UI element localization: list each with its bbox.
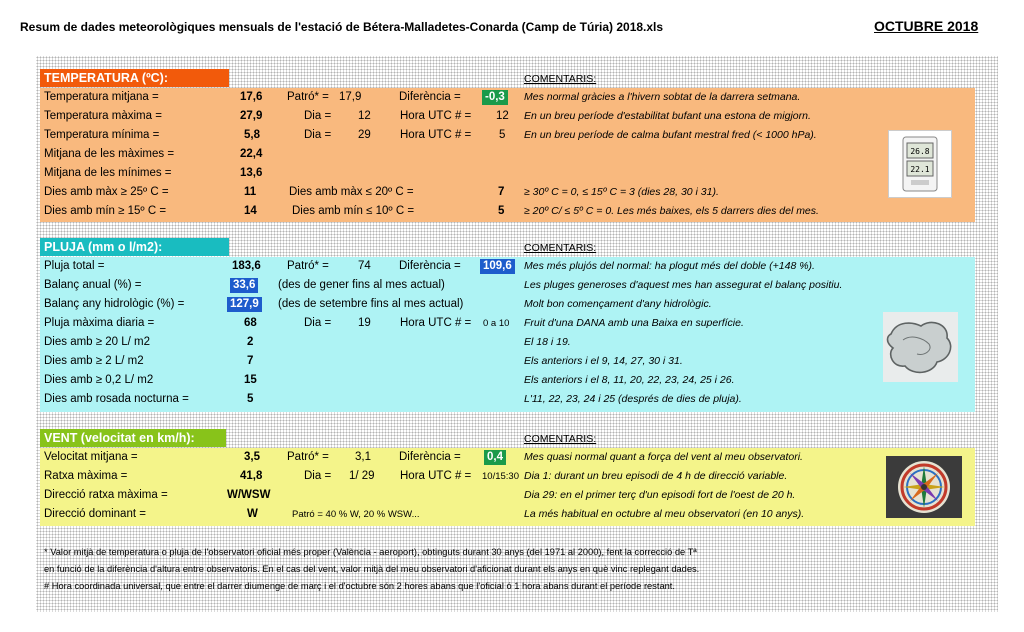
diferencia-value: -0,3 (482, 90, 508, 105)
thermometer-image (888, 130, 952, 198)
label: Dies amb mín ≥ 15º C = (44, 205, 167, 217)
dia-label: Dia = (304, 317, 332, 329)
label: Dies amb ≥ 20 L/ m2 (44, 336, 151, 348)
wind-mean-row (40, 448, 975, 467)
label: Velocitat mitjana = (44, 451, 138, 463)
temperature-days-max-row (40, 183, 975, 202)
comment: Molt bon començament d'any hidrològic. (524, 298, 712, 310)
diferencia-label: Diferència = (399, 451, 461, 463)
month-label: OCTUBRE 2018 (874, 18, 979, 34)
label: Dies amb rosada nocturna = (44, 393, 189, 405)
value: 68 (244, 317, 257, 329)
hora-label: Hora UTC # = (400, 317, 472, 329)
value: 14 (244, 205, 257, 217)
label: Mitjana de les mínimes = (44, 167, 172, 179)
value-2: 5 (498, 205, 505, 217)
comment: Els anteriors i el 9, 14, 27, 30 i 31. (524, 355, 683, 367)
document-title: Resum de dades meteorològiques mensuals de l'estació de Bétera-Malladetes-Conarda (Camp de Túria) 2018.xls (20, 20, 664, 34)
rain-comments-label: COMENTARIS: (524, 242, 597, 254)
temperature-section (40, 88, 975, 222)
label: Pluja màxima diaria = (44, 317, 155, 329)
footnotes (44, 544, 944, 595)
note: (des de setembre fins al mes actual) (278, 298, 464, 310)
value: 5 (247, 393, 254, 405)
rain-days20-row (40, 333, 975, 352)
comment: ≥ 20º C/ ≤ 5º C = 0. Les més baixes, els 5 darrers dies del mes. (524, 205, 819, 217)
label: Temperatura mitjana = (44, 91, 159, 103)
label: Dies amb ≥ 2 L/ m2 (44, 355, 144, 367)
diferencia-value: 0,4 (484, 450, 506, 465)
hora-value: 12 (496, 110, 509, 122)
wind-dominant-row (40, 505, 975, 524)
label: Dies amb ≥ 0,2 L/ m2 (44, 374, 154, 386)
comment: Mes normal gràcies a l'hivern sobtat de la darrera setmana. (524, 91, 801, 103)
comment: Fruit d'una DANA amb una Baixa en superfície. (524, 317, 744, 329)
hora-value: 5 (499, 129, 506, 141)
dana-map-image (883, 312, 958, 382)
note: (des de gener fins al mes actual) (278, 279, 445, 291)
dia-value: 1/ 29 (349, 470, 375, 482)
rain-annual-row (40, 276, 975, 295)
rain-section (40, 257, 975, 412)
patro-value: 17,9 (339, 91, 362, 103)
label: Dies amb màx ≥ 25º C = (44, 186, 169, 198)
value: 41,8 (240, 470, 263, 482)
temperature-max-row (40, 107, 975, 126)
value: 7 (247, 355, 254, 367)
label: Balanç anual (%) = (44, 279, 142, 291)
dia-value: 19 (358, 317, 371, 329)
rain-header: PLUJA (mm o l/m2): (40, 238, 229, 256)
label-2: Dies amb mín ≤ 10º C = (292, 205, 415, 217)
patro-label: Patró* = (287, 451, 329, 463)
rain-dew-row (40, 390, 975, 409)
diferencia-label: Diferència = (399, 260, 461, 272)
wind-header: VENT (velocitat en km/h): (40, 429, 226, 447)
rain-days2-row (40, 352, 975, 371)
patro: Patró = 40 % W, 20 % WSW... (292, 509, 420, 520)
patro-label: Patró* = (287, 260, 329, 272)
label: Direcció ratxa màxima = (44, 489, 168, 501)
value: 2 (247, 336, 254, 348)
label: Direcció dominant = (44, 508, 146, 520)
comment: Dia 1: durant un breu episodi de 4 h de direcció variable. (524, 470, 788, 482)
rain-max-row (40, 314, 975, 333)
label: Temperatura mínima = (44, 129, 160, 141)
value: W/WSW (227, 489, 271, 501)
dia-label: Dia = (304, 110, 332, 122)
temperature-mean-max-row (40, 145, 975, 164)
label: Temperatura màxima = (44, 110, 162, 122)
rain-total-row (40, 257, 975, 276)
wind-section (40, 448, 975, 526)
value: 183,6 (232, 260, 261, 272)
value-2: 7 (498, 186, 505, 198)
dia-label: Dia = (304, 129, 332, 141)
temperature-header: TEMPERATURA (ºC): (40, 69, 229, 87)
comment: L'11, 22, 23, 24 i 25 (després de dies de pluja). (524, 393, 742, 405)
diferencia-label: Diferència = (399, 91, 461, 103)
comment: Els anteriors i el 8, 11, 20, 22, 23, 24, 25 i 26. (524, 374, 735, 386)
comment: En un breu període d'estabilitat bufant una estona de migjorn. (524, 110, 811, 122)
temperature-mean-row (40, 88, 975, 107)
value: W (247, 508, 258, 520)
value: 17,6 (240, 91, 263, 103)
diferencia-value: 109,6 (480, 259, 515, 274)
rain-hydro-row (40, 295, 975, 314)
comment: Mes quasi normal quant a força del vent al meu observatori. (524, 451, 803, 463)
thermo-reading-1: 26.8 (910, 147, 930, 156)
value: 5,8 (244, 129, 260, 141)
patro-value: 3,1 (355, 451, 371, 463)
value: 11 (244, 186, 257, 198)
dia-label: Dia = (304, 470, 332, 482)
comment: ≥ 30º C = 0, ≤ 15º C = 3 (dies 28, 30 i 31). (524, 186, 719, 198)
patro-label: Patró* = (287, 91, 329, 103)
comment: La més habitual en octubre al meu observatori (en 10 anys). (524, 508, 805, 520)
thermo-reading-2: 22.1 (910, 165, 930, 174)
hora-label: Hora UTC # = (400, 110, 472, 122)
label: Pluja total = (44, 260, 105, 272)
patro-value: 74 (358, 260, 371, 272)
value: 22,4 (240, 148, 263, 160)
footnote-1: * Valor mitjà de temperatura o pluja de l'observatori oficial més proper (València - aeroport), obtinguts durant 30 anys (del 1971 al 2000), fent la correcció de Tª (44, 547, 697, 557)
hora-label: Hora UTC # = (400, 129, 472, 141)
comment: Mes més plujós del normal: ha plogut més del doble (+148 %). (524, 260, 815, 272)
footnote-2: en funció de la diferència d'altura entre observatoris. En el cas del vent, valor mitjà del meu observatori d'aficionat durant els anys en què vinc replegant dades. (44, 564, 700, 574)
label: Ratxa màxima = (44, 470, 128, 482)
rain-days02-row (40, 371, 975, 390)
wind-gust-dir-row (40, 486, 975, 505)
value: 3,5 (244, 451, 260, 463)
comment: En un breu període de calma bufant mestral fred (< 1000 hPa). (524, 129, 817, 141)
label: Mitjana de les màximes = (44, 148, 175, 160)
dia-value: 12 (358, 110, 371, 122)
wind-comments-label: COMENTARIS: (524, 433, 597, 445)
hora-label: Hora UTC # = (400, 470, 472, 482)
wind-gust-row (40, 467, 975, 486)
dia-value: 29 (358, 129, 371, 141)
value: 127,9 (227, 297, 262, 312)
temperature-min-row (40, 126, 975, 145)
value: 15 (244, 374, 257, 386)
comment: El 18 i 19. (524, 336, 571, 348)
temperature-comments-label: COMENTARIS: (524, 73, 597, 85)
compass-rose-image (886, 456, 962, 518)
value: 27,9 (240, 110, 263, 122)
temperature-days-min-row (40, 202, 975, 221)
label: Balanç any hidrològic (%) = (44, 298, 185, 310)
value: 33,6 (230, 278, 258, 293)
label-2: Dies amb màx ≤ 20º C = (289, 186, 414, 198)
value: 13,6 (240, 167, 263, 179)
temperature-mean-min-row (40, 164, 975, 183)
footnote-3: # Hora coordinada universal, que entre el darrer diumenge de març i el d'octubre són 2 hores abans que l'oficial ó 1 hora abans durant el període restant. (44, 581, 675, 591)
comment: Les pluges generoses d'aquest mes han assegurat el balanç positiu. (524, 279, 843, 291)
hora-value: 10/15:30 (482, 471, 519, 482)
comment: Dia 29: en el primer terç d'un episodi fort de l'oest de 20 h. (524, 489, 796, 501)
hora-value: 0 a 10 (483, 318, 510, 329)
